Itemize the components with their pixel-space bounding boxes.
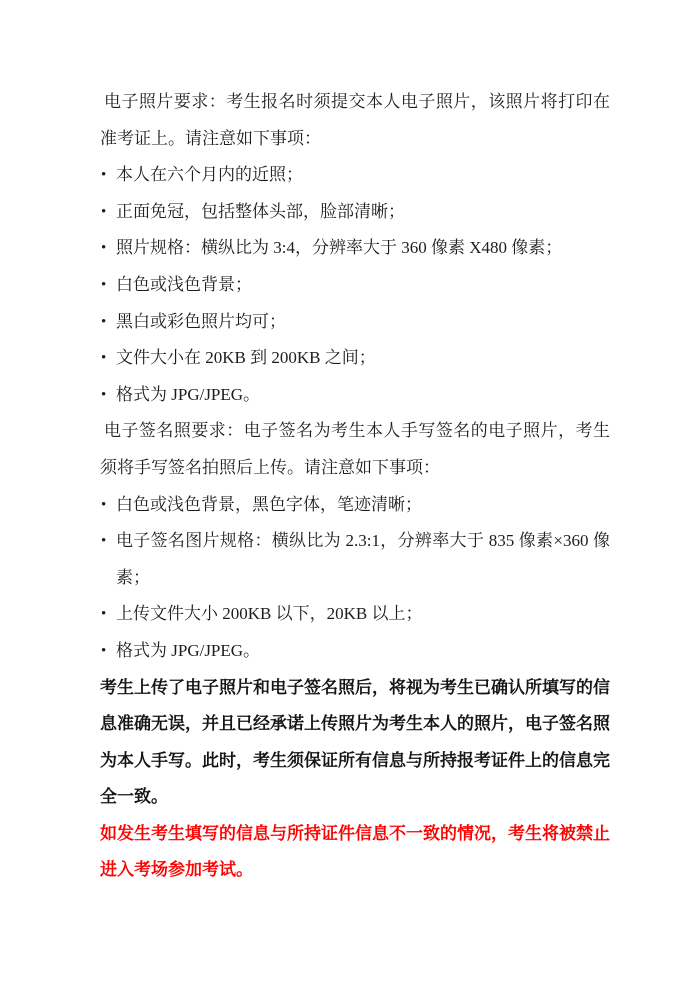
bullet-icon: • bbox=[101, 496, 107, 513]
photo-requirements-intro: 电子照片要求：考生报名时须提交本人电子照片，该照片将打印在准考证上。请注意如下事项： bbox=[100, 92, 610, 148]
bullet-icon: • bbox=[101, 167, 107, 184]
list-item-text: 电子签名图片规格：横纵比为 2.3:1，分辨率大于 835 像素×360 像素； bbox=[116, 531, 610, 587]
bullet-icon: • bbox=[101, 350, 107, 367]
list-item-text: 白色或浅色背景； bbox=[116, 274, 252, 294]
list-item bbox=[100, 157, 610, 194]
list-item bbox=[100, 596, 610, 633]
list-item bbox=[100, 304, 610, 341]
list-item bbox=[100, 523, 610, 596]
photo-requirements-list bbox=[100, 157, 610, 413]
list-item bbox=[100, 267, 610, 304]
list-item-text: 照片规格：横纵比为 3:4，分辨率大于 360 像素 X480 像素； bbox=[116, 238, 563, 258]
bullet-icon: • bbox=[101, 276, 107, 293]
list-item-text: 黑白或彩色照片均可； bbox=[116, 311, 286, 331]
list-item-text: 白色或浅色背景，黑色字体，笔迹清晰； bbox=[116, 494, 422, 514]
list-item bbox=[100, 487, 610, 524]
list-item-text: 格式为 JPG/JPEG。 bbox=[116, 640, 261, 660]
list-item bbox=[100, 377, 610, 414]
bullet-icon: • bbox=[101, 240, 107, 257]
list-item-text: 格式为 JPG/JPEG。 bbox=[116, 384, 261, 404]
list-item-text: 文件大小在 20KB 到 200KB 之间； bbox=[116, 348, 376, 368]
list-item bbox=[100, 340, 610, 377]
bullet-icon: • bbox=[101, 313, 107, 330]
bullet-icon: • bbox=[101, 533, 107, 550]
warning-notice: 如发生考生填写的信息与所持证件信息不一致的情况，考生将被禁止进入考场参加考试。 bbox=[100, 823, 610, 880]
list-item bbox=[100, 230, 610, 267]
list-item bbox=[100, 633, 610, 670]
list-item-text: 上传文件大小 200KB 以下，20KB 以上； bbox=[116, 604, 423, 624]
bullet-icon: • bbox=[101, 386, 107, 403]
confirmation-notice: 考生上传了电子照片和电子签名照后，将视为考生已确认所填写的信息准确无误，并且已经承诺上传照片为考生本人的照片，电子签名照为本人手写。此时，考生须保证所有信息与所持报考证件上的信息完全一致。 bbox=[100, 677, 610, 807]
list-item-text: 本人在六个月内的近照； bbox=[116, 165, 303, 185]
list-item-text: 正面免冠，包括整体头部，脸部清晰； bbox=[116, 201, 405, 221]
list-item bbox=[100, 194, 610, 231]
document-body bbox=[100, 84, 610, 889]
bullet-icon: • bbox=[101, 642, 107, 659]
signature-requirements-intro: 电子签名照要求：电子签名为考生本人手写签名的电子照片，考生须将手写签名拍照后上传。请注意如下事项： bbox=[100, 421, 610, 477]
bullet-icon: • bbox=[101, 203, 107, 220]
bullet-icon: • bbox=[101, 606, 107, 623]
signature-requirements-list bbox=[100, 487, 610, 670]
